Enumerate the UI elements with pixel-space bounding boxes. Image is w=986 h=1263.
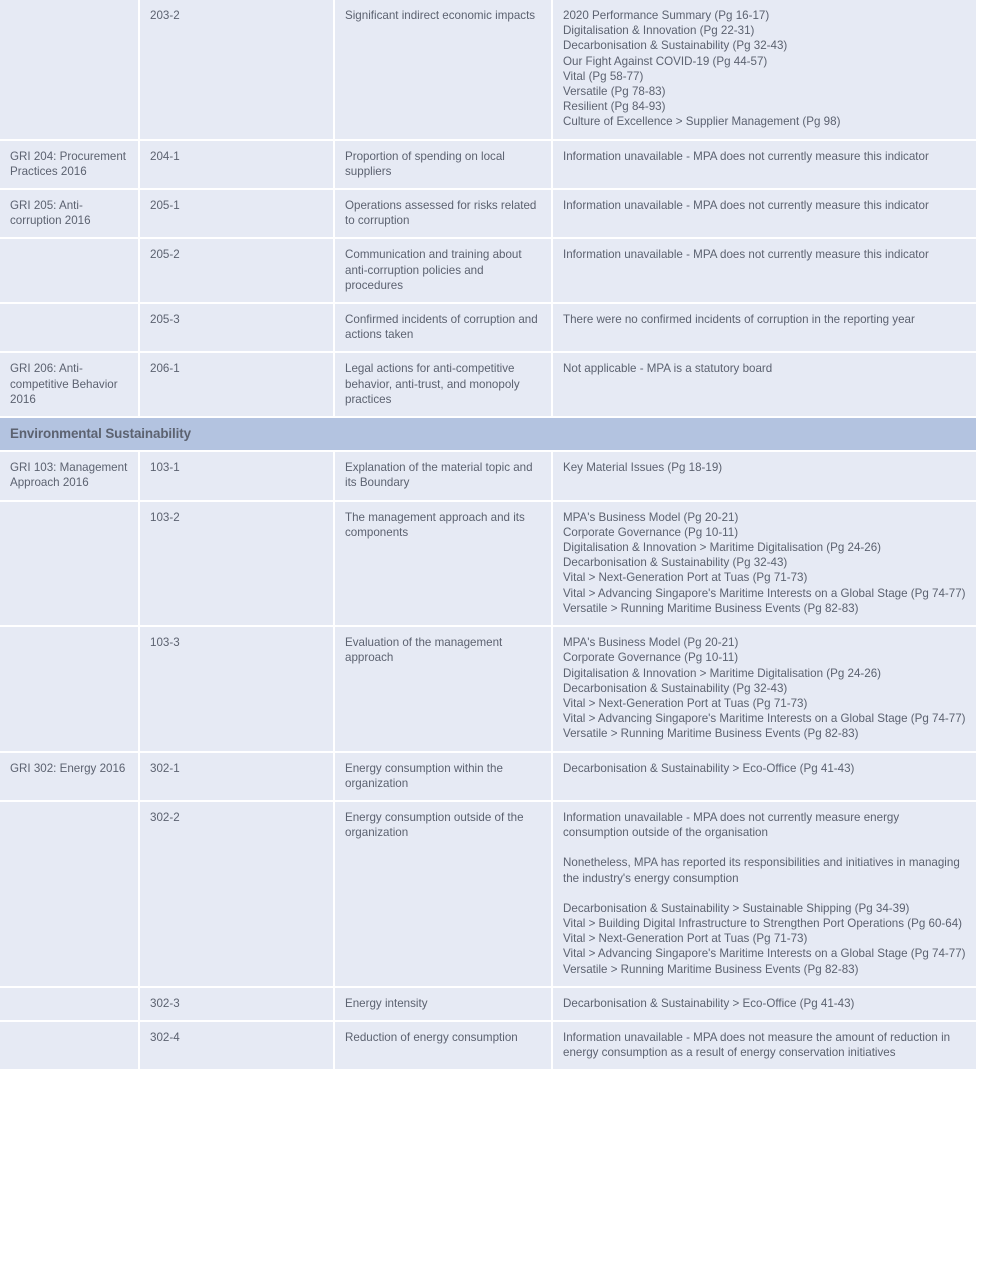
reference-line: Information unavailable - MPA does not currently measure energy consumption outside of the organisation bbox=[563, 810, 900, 840]
cell-reference bbox=[552, 801, 976, 987]
table-row bbox=[0, 752, 976, 801]
cell-description: Operations assessed for risks related to corruption bbox=[334, 189, 552, 238]
cell-disclosure-number: 205-3 bbox=[139, 303, 334, 352]
cell-description: Significant indirect economic impacts bbox=[334, 0, 552, 140]
reference-line: Corporate Governance (Pg 10-11) bbox=[563, 651, 739, 665]
cell-disclosure-number: 302-1 bbox=[139, 752, 334, 801]
reference-paragraph bbox=[563, 8, 966, 130]
reference-line: Decarbonisation & Sustainability (Pg 32-43) bbox=[563, 39, 788, 53]
table-row bbox=[0, 626, 976, 751]
cell-disclosure-number: 205-1 bbox=[139, 189, 334, 238]
reference-line: Versatile > Running Maritime Business Events (Pg 82-83) bbox=[563, 962, 859, 976]
reference-line: Resilient (Pg 84-93) bbox=[563, 100, 666, 114]
cell-disclosure-number: 205-2 bbox=[139, 238, 334, 303]
reference-line: Culture of Excellence > Supplier Management (Pg 98) bbox=[563, 115, 841, 129]
cell-description: Evaluation of the management approach bbox=[334, 626, 552, 751]
cell-disclosure-number: 103-2 bbox=[139, 501, 334, 626]
reference-line: Corporate Governance (Pg 10-11) bbox=[563, 525, 739, 539]
reference-paragraph bbox=[563, 996, 966, 1011]
reference-line: Not applicable - MPA is a statutory board bbox=[563, 362, 773, 376]
cell-reference bbox=[552, 0, 976, 140]
reference-line: Our Fight Against COVID-19 (Pg 44-57) bbox=[563, 54, 768, 68]
reference-line: Decarbonisation & Sustainability > Eco-Office (Pg 41-43) bbox=[563, 761, 855, 775]
reference-line: Information unavailable - MPA does not currently measure this indicator bbox=[563, 199, 929, 213]
reference-line: MPA's Business Model (Pg 20-21) bbox=[563, 510, 739, 524]
reference-line: Key Material Issues (Pg 18-19) bbox=[563, 461, 723, 475]
cell-gri-standard bbox=[0, 801, 139, 987]
reference-line: Versatile (Pg 78-83) bbox=[563, 85, 666, 99]
table-row bbox=[0, 987, 976, 1021]
reference-line: Decarbonisation & Sustainability (Pg 32-43) bbox=[563, 681, 788, 695]
reference-line: Nonetheless, MPA has reported its responsibilities and initiatives in managing the industry's energy consumption bbox=[563, 856, 960, 885]
table-row bbox=[0, 238, 976, 303]
cell-gri-standard bbox=[0, 238, 139, 303]
cell-gri-standard: GRI 206: Anti-competitive Behavior 2016 bbox=[0, 352, 139, 417]
table-row bbox=[0, 352, 976, 417]
cell-description: Explanation of the material topic and its Boundary bbox=[334, 451, 552, 500]
reference-line: Information unavailable - MPA does not currently measure this indicator bbox=[563, 248, 929, 262]
reference-line: Digitalisation & Innovation > Maritime Digitalisation (Pg 24-26) bbox=[563, 666, 882, 680]
reference-line: Decarbonisation & Sustainability (Pg 32-43) bbox=[563, 556, 788, 570]
cell-description: The management approach and its components bbox=[334, 501, 552, 626]
reference-line: Vital > Next-Generation Port at Tuas (Pg 71-73) bbox=[563, 571, 808, 585]
reference-line: Vital > Next-Generation Port at Tuas (Pg 71-73) bbox=[563, 932, 808, 946]
section-header-title: Environmental Sustainability bbox=[0, 417, 976, 451]
reference-line: 2020 Performance Summary (Pg 16-17) bbox=[563, 9, 770, 22]
reference-paragraph bbox=[563, 198, 966, 213]
cell-gri-standard bbox=[0, 1021, 139, 1070]
cell-gri-standard bbox=[0, 987, 139, 1021]
reference-paragraph bbox=[563, 855, 966, 885]
reference-paragraph bbox=[563, 247, 966, 262]
cell-disclosure-number: 103-1 bbox=[139, 451, 334, 500]
reference-line: Versatile > Running Maritime Business Events (Pg 82-83) bbox=[563, 727, 859, 741]
reference-paragraph bbox=[563, 460, 966, 475]
cell-reference bbox=[552, 626, 976, 751]
table-row bbox=[0, 501, 976, 626]
cell-reference bbox=[552, 189, 976, 238]
reference-line: Digitalisation & Innovation > Maritime Digitalisation (Pg 24-26) bbox=[563, 541, 882, 555]
cell-disclosure-number: 204-1 bbox=[139, 140, 334, 189]
cell-disclosure-number: 302-4 bbox=[139, 1021, 334, 1070]
table-row bbox=[0, 140, 976, 189]
reference-paragraph bbox=[563, 149, 966, 164]
cell-reference bbox=[552, 501, 976, 626]
cell-gri-standard: GRI 103: Management Approach 2016 bbox=[0, 451, 139, 500]
cell-gri-standard bbox=[0, 303, 139, 352]
reference-paragraph bbox=[563, 312, 966, 327]
cell-disclosure-number: 302-2 bbox=[139, 801, 334, 987]
table-row bbox=[0, 1021, 976, 1070]
reference-line: Versatile > Running Maritime Business Events (Pg 82-83) bbox=[563, 601, 859, 615]
reference-paragraph bbox=[563, 361, 966, 376]
cell-disclosure-number: 103-3 bbox=[139, 626, 334, 751]
reference-line: Decarbonisation & Sustainability > Eco-Office (Pg 41-43) bbox=[563, 996, 855, 1010]
cell-gri-standard bbox=[0, 501, 139, 626]
reference-line: Vital > Advancing Singapore's Maritime Interests on a Global Stage (Pg 74-77) bbox=[563, 586, 966, 600]
table-row bbox=[0, 189, 976, 238]
table-row bbox=[0, 303, 976, 352]
reference-line: MPA's Business Model (Pg 20-21) bbox=[563, 636, 739, 650]
cell-reference bbox=[552, 303, 976, 352]
reference-line: Vital > Building Digital Infrastructure to Strengthen Port Operations (Pg 60-64) bbox=[563, 916, 963, 930]
table-row bbox=[0, 0, 976, 140]
reference-line: Vital (Pg 58-77) bbox=[563, 69, 644, 83]
cell-gri-standard: GRI 205: Anti-corruption 2016 bbox=[0, 189, 139, 238]
reference-line: Vital > Advancing Singapore's Maritime Interests on a Global Stage (Pg 74-77) bbox=[563, 947, 966, 961]
cell-reference bbox=[552, 987, 976, 1021]
reference-line: Decarbonisation & Sustainability > Sustainable Shipping (Pg 34-39) bbox=[563, 901, 910, 915]
cell-description: Legal actions for anti-competitive behavior, anti-trust, and monopoly practices bbox=[334, 352, 552, 417]
cell-description: Proportion of spending on local suppliers bbox=[334, 140, 552, 189]
reference-paragraph bbox=[563, 761, 966, 776]
table-row bbox=[0, 801, 976, 987]
cell-gri-standard bbox=[0, 626, 139, 751]
reference-paragraph bbox=[563, 1030, 966, 1060]
table-row bbox=[0, 451, 976, 500]
reference-line: There were no confirmed incidents of corruption in the reporting year bbox=[563, 313, 915, 327]
cell-disclosure-number: 206-1 bbox=[139, 352, 334, 417]
reference-paragraph bbox=[563, 635, 966, 741]
cell-reference bbox=[552, 1021, 976, 1070]
reference-line: Vital > Advancing Singapore's Maritime Interests on a Global Stage (Pg 74-77) bbox=[563, 712, 966, 726]
cell-reference bbox=[552, 238, 976, 303]
cell-description: Communication and training about anti-corruption policies and procedures bbox=[334, 238, 552, 303]
cell-reference bbox=[552, 140, 976, 189]
cell-disclosure-number: 302-3 bbox=[139, 987, 334, 1021]
reference-paragraph bbox=[563, 510, 966, 616]
cell-description: Energy consumption within the organization bbox=[334, 752, 552, 801]
reference-line: Digitalisation & Innovation (Pg 22-31) bbox=[563, 24, 755, 38]
reference-line: Vital > Next-Generation Port at Tuas (Pg 71-73) bbox=[563, 696, 808, 710]
reference-paragraph bbox=[563, 901, 966, 977]
cell-description: Energy consumption outside of the organization bbox=[334, 801, 552, 987]
cell-disclosure-number: 203-2 bbox=[139, 0, 334, 140]
cell-description: Energy intensity bbox=[334, 987, 552, 1021]
section-header-row bbox=[0, 417, 976, 451]
cell-gri-standard: GRI 204: Procurement Practices 2016 bbox=[0, 140, 139, 189]
reference-paragraph bbox=[563, 810, 966, 840]
cell-reference bbox=[552, 451, 976, 500]
cell-description: Confirmed incidents of corruption and actions taken bbox=[334, 303, 552, 352]
cell-gri-standard bbox=[0, 0, 139, 140]
cell-reference bbox=[552, 752, 976, 801]
cell-description: Reduction of energy consumption bbox=[334, 1021, 552, 1070]
cell-gri-standard: GRI 302: Energy 2016 bbox=[0, 752, 139, 801]
reference-line: Information unavailable - MPA does not measure the amount of reduction in energy consumption as a result of energy conservation initiatives bbox=[563, 1030, 951, 1060]
reference-line: Information unavailable - MPA does not currently measure this indicator bbox=[563, 149, 929, 163]
cell-reference bbox=[552, 352, 976, 417]
